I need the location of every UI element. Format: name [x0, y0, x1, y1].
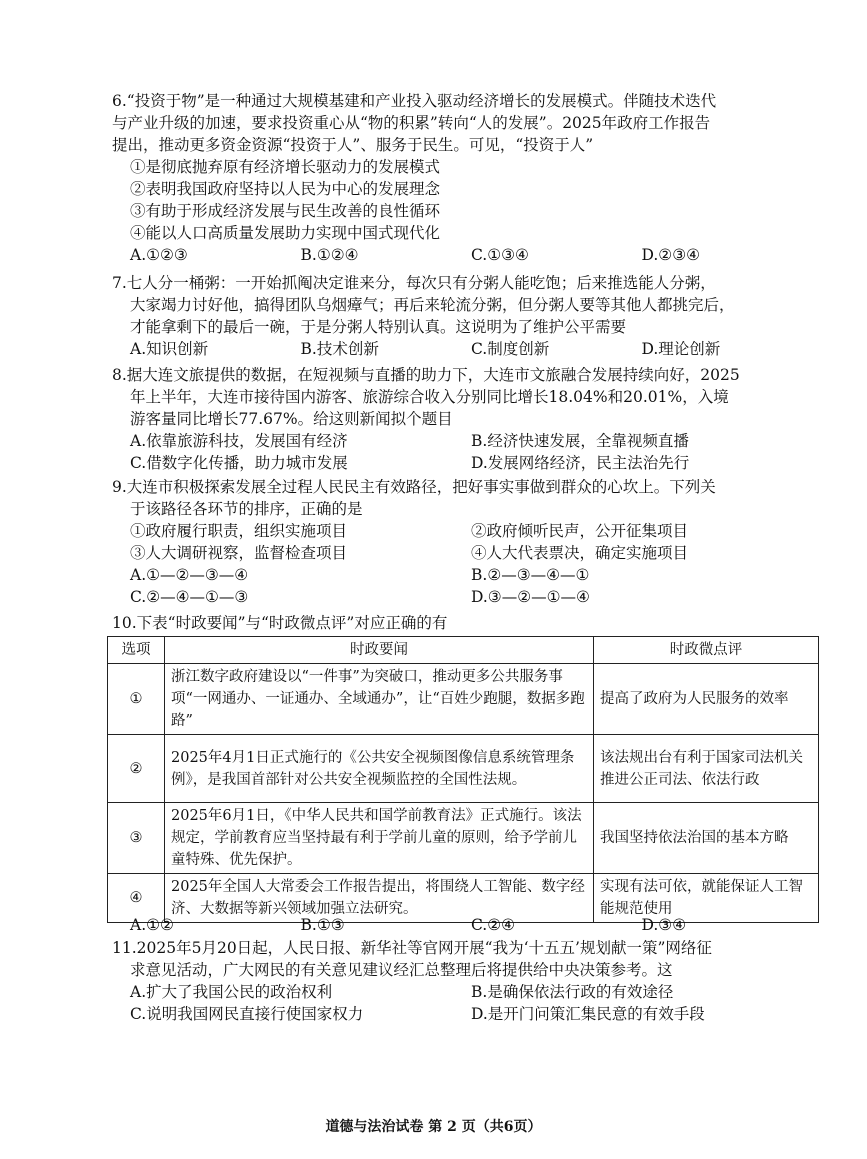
q10-option-a[interactable]: A.①②	[130, 916, 174, 934]
row-number: ①	[108, 664, 165, 735]
q11-options	[112, 981, 812, 1025]
q7-option-a[interactable]: A.知识创新	[130, 340, 209, 358]
row-comment: 提高了政府为人民服务的效率	[594, 664, 819, 735]
q9-stem-line: 于该路径各环节的排序，正确的是	[130, 500, 363, 518]
q11-stem-line: 求意见活动，广大网民的有关意见建议经汇总整理后将提供给中央决策参考。这	[130, 961, 673, 979]
question-8	[112, 364, 812, 474]
q7-stem-line: 大家竭力讨好他，搞得团队乌烟瘴气；再后来轮流分粥，但分粥人要等其他人都挑完后，	[130, 296, 735, 314]
q9-item: ④人大代表票决，确定实施项目	[471, 544, 689, 562]
q8-stem-line: 8.据大连文旅提供的数据，在短视频与直播的助力下，大连市文旅融合发展持续向好，2025	[112, 366, 740, 384]
header-comment: 时政微点评	[594, 637, 819, 664]
q6-item: ④能以人口高质量发展助力实现中国式现代化	[130, 224, 441, 242]
question-10	[112, 612, 812, 634]
table-row	[108, 803, 819, 874]
question-7	[112, 272, 812, 360]
q11-option-c[interactable]: C.说明我国网民直接行使国家权力	[130, 1005, 364, 1023]
header-option: 选项	[108, 637, 165, 664]
row-number: ③	[108, 803, 165, 874]
row-news: 2025年4月1日正式施行的《公共安全视频图像信息系统管理条例》，是我国首部针对公共安全视频监控的全国性法规。	[165, 735, 594, 803]
table-header-row	[108, 637, 819, 664]
q6-stem-line: 6.“投资于物”是一种通过大规模基建和产业投入驱动经济增长的发展模式。伴随技术迭代	[112, 92, 717, 110]
q6-option-d[interactable]: D.②③④	[641, 246, 700, 264]
q11-option-b[interactable]: B.是确保依法行政的有效途径	[471, 983, 674, 1001]
q8-option-c[interactable]: C.借数字化传播，助力城市发展	[130, 454, 348, 472]
row-number: ②	[108, 735, 165, 803]
q7-stem-line: 才能拿剩下的最后一碗，于是分粥人特别认真。这说明为了维护公平需要	[130, 318, 627, 336]
q9-option-a[interactable]: A.①—②—③—④	[130, 566, 249, 584]
q6-stem-line: 与产业升级的加速，要求投资重心从“物的积累”转向“人的发展”。2025年政府工作报告	[112, 114, 711, 132]
q9-option-b[interactable]: B.②—③—④—①	[471, 566, 590, 584]
q9-item: ③人大调研视察，监督检查项目	[130, 544, 348, 562]
q10-option-d[interactable]: D.③④	[641, 916, 687, 934]
row-news: 浙江数字政府建设以“一件事”为突破口，推动更多公共服务事项“一网通办、一证通办、全域通办”，让“百姓少跑腿，数据多跑路”	[165, 664, 594, 735]
row-comment: 该法规出台有利于国家司法机关推进公正司法、依法行政	[594, 735, 819, 803]
q11-option-a[interactable]: A.扩大了我国公民的政治权利	[130, 983, 333, 1001]
q9-item: ②政府倾听民声，公开征集项目	[471, 522, 689, 540]
row-news: 2025年全国人大常委会工作报告提出，将围绕人工智能、数字经济、大数据等新兴领域加强立法研究。	[165, 874, 594, 923]
q9-item: ①政府履行职责，组织实施项目	[130, 522, 348, 540]
q6-option-c[interactable]: C.①③④	[471, 246, 529, 264]
q6-options	[112, 244, 812, 266]
page-footer: 道德与法治试卷 第 2 页（共6页）	[325, 1119, 542, 1135]
q9-option-d[interactable]: D.③—②—①—④	[471, 588, 590, 606]
row-comment: 实现有法可依，就能保证人工智能规范使用	[594, 874, 819, 923]
q6-item: ②表明我国政府坚持以人民为中心的发展理念	[130, 180, 441, 198]
question-11	[112, 937, 812, 1025]
q7-option-c[interactable]: C.制度创新	[471, 340, 550, 358]
q10-options	[112, 914, 812, 936]
q8-options	[112, 430, 812, 474]
question-6	[112, 90, 812, 266]
q6-item: ③有助于形成经济发展与民生改善的良性循环	[130, 202, 441, 220]
q6-option-a[interactable]: A.①②③	[130, 246, 188, 264]
q9-stem-line: 9.大连市积极探索发展全过程人民民主有效路径，把好事实事做到群众的心坎上。下列关	[112, 478, 716, 496]
q9-option-c[interactable]: C.②—④—①—③	[130, 588, 249, 606]
q7-options	[112, 338, 812, 360]
q8-stem-line: 年上半年，大连市接待国内游客、旅游综合收入分别同比增长18.04%和20.01%，入境	[130, 388, 729, 406]
q8-option-b[interactable]: B.经济快速发展，全靠视频直播	[471, 432, 689, 450]
q9-options	[112, 564, 812, 608]
row-number: ④	[108, 874, 165, 923]
q6-stem-line: 提出，推动更多资金资源“投资于人”、服务于民生。可见，“投资于人”	[112, 136, 594, 154]
q11-stem-line: 11.2025年5月20日起，人民日报、新华社等官网开展“我为‘十五五’规划献一策”网络征	[112, 939, 712, 957]
q8-option-a[interactable]: A.依靠旅游科技，发展国有经济	[130, 432, 348, 450]
q7-option-d[interactable]: D.理论创新	[641, 340, 721, 358]
question-9	[112, 476, 812, 608]
table-row	[108, 664, 819, 735]
question-10-options	[112, 914, 812, 936]
q8-stem-line: 游客量同比增长77.67%。给这则新闻拟个题目	[130, 410, 453, 428]
q8-option-d[interactable]: D.发展网络经济，民主法治先行	[471, 454, 690, 472]
q7-option-b[interactable]: B.技术创新	[300, 340, 379, 358]
q10-stem: 10.下表“时政要闻”与“时政微点评”对应正确的有	[112, 614, 448, 632]
row-comment: 我国坚持依法治国的基本方略	[594, 803, 819, 874]
q6-item: ①是彻底抛弃原有经济增长驱动力的发展模式	[130, 158, 441, 176]
q7-stem-line: 7.七人分一桶粥：一开始抓阄决定谁来分，每次只有分粥人能吃饱；后来推选能人分粥，	[112, 274, 716, 292]
table-row	[108, 735, 819, 803]
q11-option-d[interactable]: D.是开门问策汇集民意的有效手段	[471, 1005, 705, 1023]
q10-option-c[interactable]: C.②④	[471, 916, 516, 934]
q6-option-b[interactable]: B.①②④	[300, 246, 359, 264]
q10-option-b[interactable]: B.①③	[300, 916, 345, 934]
row-news: 2025年6月1日，《中华人民共和国学前教育法》正式施行。该法规定，学前教育应当坚持最有利于学前儿童的原则，给予学前儿童特殊、优先保护。	[165, 803, 594, 874]
header-news: 时政要闻	[165, 637, 594, 664]
news-table	[107, 636, 819, 923]
q9-items	[112, 520, 812, 564]
